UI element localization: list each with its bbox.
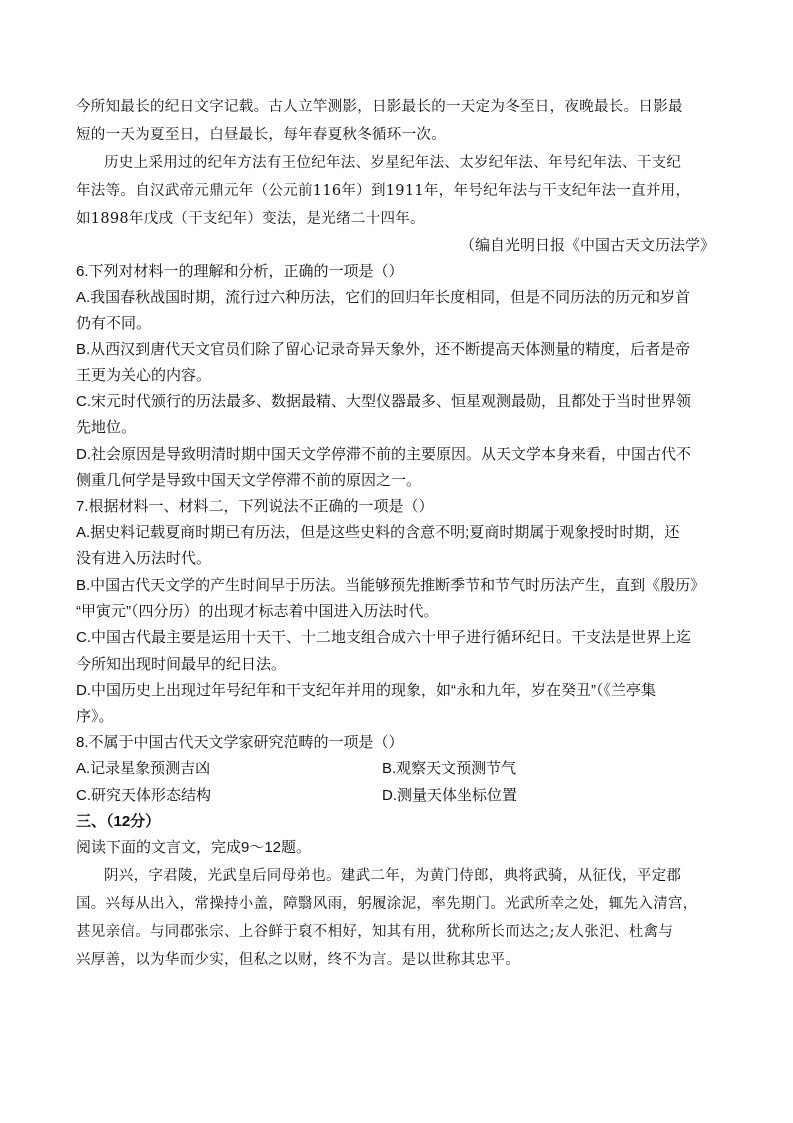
classical-passage-line: 阴兴，字君陵，光武皇后同母弟也。建武二年，为黄门侍郎，典将武骑，从征伐，平定郡 <box>104 868 682 884</box>
passage-line: 历史上采用过的纪年方法有王位纪年法、岁星纪年法、太岁纪年法、年号纪年法、干支纪 <box>104 155 682 171</box>
question-6-option-line: 先地位。 <box>76 419 137 436</box>
question-8-stem: 8.不属于中国古代天文学家研究范畴的一项是（） <box>76 734 404 751</box>
question-7-option-line: 序》。 <box>76 708 114 725</box>
question-6-option-line: 王更为关心的内容。 <box>76 367 212 384</box>
classical-passage-line: 甚见亲信。与同郡张宗、上谷鲜于裒不相好，知其有用，犹称所长而达之;友人张汜、杜禽与 <box>76 924 674 940</box>
question-7-option-line: C.中国古代最主要是运用十天干、十二地支组合成六十甲子进行循环纪日。干支法是世界上迄 <box>76 629 692 646</box>
question-8-option-c: C.研究天体形态结构 <box>76 787 212 804</box>
classical-passage-line: 兴厚善，以为华而少实，但私之以财，终不为言。是以世称其忠平。 <box>76 952 520 968</box>
question-7-option-line: “甲寅元”（四分历）的出现才标志着中国进入历法时代。 <box>76 603 439 620</box>
question-7-stem: 7.根据材料一、材料二，下列说法不正确的一项是（） <box>76 498 434 515</box>
question-7-option-line: B.中国古代天文学的产生时间早于历法。当能够预先推断季节和节气时历法产生，直到《殷历》 <box>76 577 706 594</box>
question-7-option-line: 今所知出现时间最早的纪日法。 <box>76 656 287 673</box>
question-8-option-b: B.观察天文预测节气 <box>382 760 517 777</box>
classical-passage-line: 国。兴每从出入，常操持小盖，障翳风雨，躬履涂泥，率先期门。光武所幸之处，辄先入清宫， <box>76 896 698 912</box>
question-6-option-line: A.我国春秋战国时期，流行过六种历法，它们的回归年长度相同，但是不同历法的历元和岁首 <box>76 289 691 306</box>
question-6-stem: 6.下列对材料一的理解和分析，正确的一项是（） <box>76 263 404 280</box>
question-8-option-d: D.测量天体坐标位置 <box>382 787 518 804</box>
question-6-option-line: C.宋元时代颁行的历法最多、数据最精、大型仪器最多、恒星观测最勋，且都处于当时世界领 <box>76 393 692 410</box>
passage-line: 今所知最长的纪日文字记载。古人立竿测影，日影最长的一天定为冬至日，夜晚最长。日影最 <box>76 99 683 115</box>
section-heading: 三、（12分） <box>76 813 161 830</box>
passage-source: （编自光明日报《中国古天文历法学》 <box>459 237 715 254</box>
question-6-option-line: B.从西汉到唐代天文官员们除了留心记录奇异天象外，还不断提高天体测量的精度，后者是帝 <box>76 341 691 358</box>
passage-line: 年法等。自汉武帝元鼎元年（公元前116年）到1911年，年号纪年法与干支纪年法一直并用， <box>76 183 691 199</box>
question-7-option-line: 没有进入历法时代。 <box>76 550 212 567</box>
question-6-option-line: 侧重几何学是导致中国天文学停滞不前的原因之一。 <box>76 472 422 489</box>
question-8-option-a: A.记录星象预测吉凶 <box>76 760 211 777</box>
section-instruction: 阅读下面的文言文，完成9～12题。 <box>76 839 312 856</box>
passage-line: 如1898年戊戌（干支纪年）变法，是光绪二十四年。 <box>76 211 425 227</box>
question-6-option-line: D.社会原因是导致明清时期中国天文学停滞不前的主要原因。从天文学本身来看，中国古代不 <box>76 446 692 463</box>
question-6-option-line: 仍有不同。 <box>76 315 152 332</box>
question-7-option-line: A.据史料记载夏商时期已有历法，但是这些史料的含意不明;夏商时期属于观象授时时期，还 <box>76 524 680 541</box>
passage-line: 短的一天为夏至日，白昼最长，每年春夏秋冬循环一次。 <box>76 127 446 143</box>
question-7-option-line: D.中国历史上出现过年号纪年和干支纪年并用的现象，如“永和九年，岁在癸丑”（《兰亭集 <box>76 682 656 699</box>
